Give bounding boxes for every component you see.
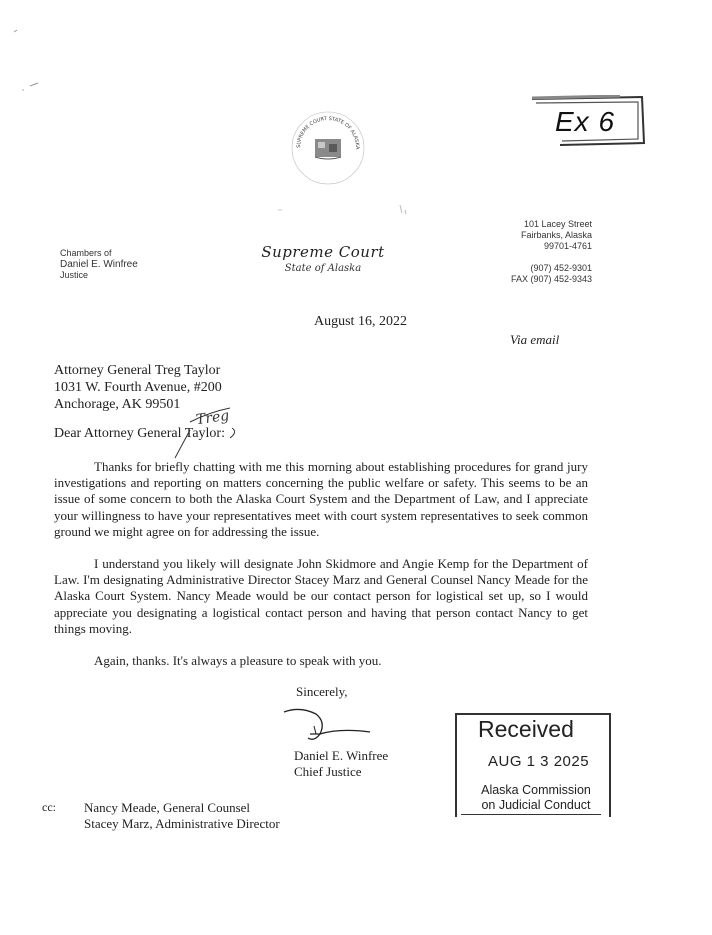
chambers-title: Justice <box>60 270 89 280</box>
court-address <box>470 219 592 252</box>
body-paragraph-1-text: Thanks for briefly chatting with me this morning about establishing procedures for grand jury investigations and reporting on matters concerning the public welfare or safety. This seems to be an issue of some concern to both the Alaska Court System and the Department of Law, and I appreciate your willingness to have your representatives meet with court system representatives to seek common ground we might agree on for addressing the issue. <box>54 459 588 539</box>
stamp-date: AUG 1 3 2025 <box>488 753 590 770</box>
cc-list <box>84 800 280 832</box>
address-city: Fairbanks, Alaska <box>520 230 592 240</box>
stamp-org-line1: Alaska Commission <box>481 783 591 797</box>
court-state: State of Alaska <box>284 263 362 274</box>
address-street: 101 Lacey Street <box>523 219 592 229</box>
body-paragraph-2-text: I understand you likely will designate John Skidmore and Angie Kemp for the Department of Law. I'm designating Administrative Director Stacey Marz and General Counsel Nancy Meade for the Alaska Court System. Nancy Meade would be our contact person for logistical set up, so I would appreciate you designating a logistical contact person and having that person contact Nancy to get things moving. <box>54 556 588 636</box>
delivery-method: Via email <box>510 332 560 347</box>
address-phone: (907) 452-9301 <box>530 263 592 273</box>
body-paragraph-3-text: Again, thanks. It's always a pleasure to speak with you. <box>94 653 382 668</box>
stamp-underline <box>461 814 601 815</box>
recipient-city: Anchorage, AK 99501 <box>54 397 181 412</box>
annotation-marks <box>150 400 250 462</box>
exhibit-label: Ex 6 <box>555 106 616 137</box>
seal-text: SUPREME COURT STATE OF ALASKA <box>295 115 361 150</box>
cc-item: Stacey Marz, Administrative Director <box>84 816 280 831</box>
address-zip: 99701-4761 <box>543 241 592 251</box>
closing: Sincerely, <box>296 684 348 699</box>
body-paragraph-3 <box>54 653 588 669</box>
signature <box>280 704 380 744</box>
court-name: Supreme Court <box>261 243 385 261</box>
recipient-street: 1031 W. Fourth Avenue, #200 <box>54 380 222 395</box>
chambers-name: Daniel E. Winfree <box>60 259 138 270</box>
stamp-org <box>462 783 610 813</box>
court-seal-icon <box>288 108 368 188</box>
handwritten-annotation: Treg <box>195 407 231 429</box>
stamp-title: Received <box>478 716 574 742</box>
signer-name: Daniel E. Winfree <box>294 748 389 763</box>
salutation: Dear Attorney General Taylor: <box>54 426 225 441</box>
letter-date: August 16, 2022 <box>314 314 407 329</box>
address-fax: FAX (907) 452-9343 <box>510 274 592 284</box>
stamp-org-line2: on Judicial Conduct <box>481 798 591 812</box>
court-title-block <box>258 243 388 274</box>
court-phone-block <box>470 263 592 285</box>
cc-item: Nancy Meade, General Counsel <box>84 800 251 815</box>
body-paragraph-2 <box>54 556 588 637</box>
recipient-name: Attorney General Treg Taylor <box>54 363 221 378</box>
chambers-line1: Chambers of <box>60 248 112 258</box>
signer-block <box>294 748 388 780</box>
body-paragraph-1 <box>54 459 588 540</box>
chambers-block <box>60 248 138 281</box>
signer-title: Chief Justice <box>294 764 362 779</box>
cc-label: cc: <box>42 800 56 814</box>
